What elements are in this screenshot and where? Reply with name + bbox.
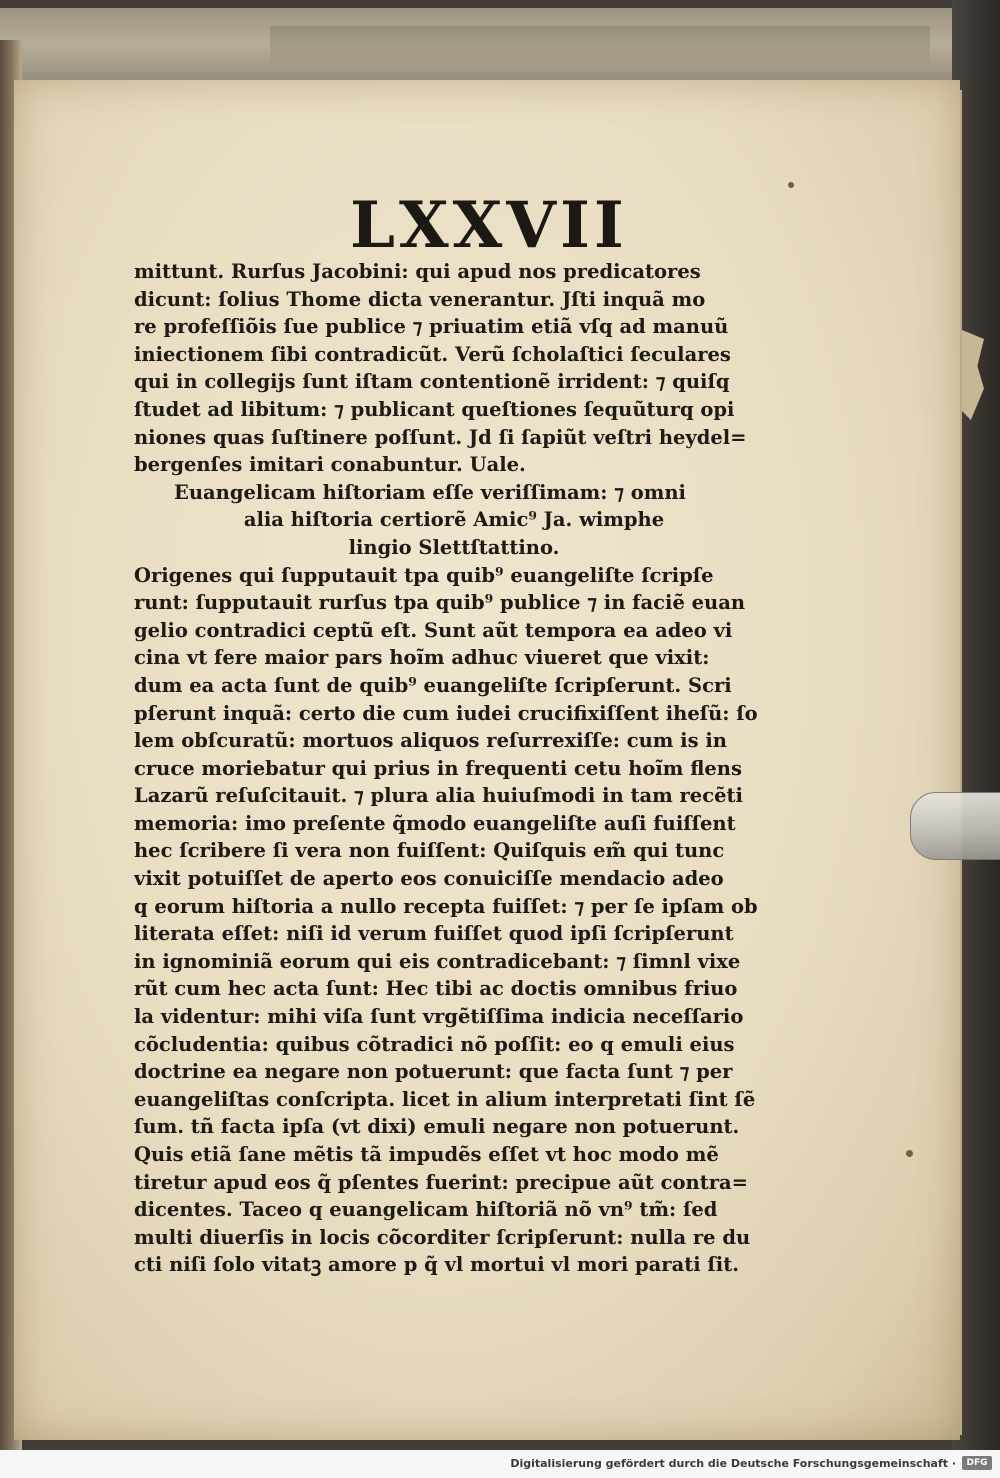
text-line: Origenes qui ſupputauit tpa quib⁹ euangeliſte ſcripſe [134, 563, 714, 587]
paper-speck [906, 1150, 913, 1157]
text-line: multi diuerſis in locis cõcorditer ſcripſerunt: nulla re du [134, 1225, 751, 1249]
text-line: alia hiſtoria certiorẽ Amic⁹ Ja. wimphe [243, 508, 665, 532]
text-line: niones quas ſuſtinere poſſunt. Jd ſi ſapiũt veſtri heydel= [134, 425, 747, 449]
text-line: euangeliſtas conſcripta. licet in alium interpretati ſint ſẽ [134, 1087, 756, 1111]
text-line: la videntur: mihi viſa ſunt vrgẽtiſſima indicia neceſſario [134, 1005, 744, 1029]
text-line: literata eſſet: niſi id verum fuiſſet quod ipſi ſcripſerunt [134, 922, 734, 946]
text-line: ſum. tñ facta ipſa (vt dixi) emuli negare non potuerunt. [134, 1115, 740, 1139]
text-line: vixit potuiſſet de aperto eos conuiciſſe mendacio adeo [134, 867, 724, 891]
text-line: dum ea acta ſunt de quib⁹ euangeliſte ſcripſerunt. Scri [134, 673, 732, 697]
text-line: q eorum hiſtoria a nullo recepta fuiſſet: ⁊ per ſe ipſam ob [134, 894, 758, 918]
paper-speck [788, 182, 794, 188]
text-line: hec ſcribere ſi vera non fuiſſent: Quiſquis em̃ qui tunc [134, 839, 725, 863]
page-clip [910, 792, 1000, 860]
text-line: pſerunt inquã: certo die cum iudei crucifixiſſent iheſũ: ſo [134, 701, 758, 725]
text-line: Euangelicam hiſtoriam eſſe veriſſimam: ⁊ omni [174, 480, 686, 504]
text-line: qui in collegijs ſunt iſtam contentionẽ irrident: ⁊ quiſq [134, 370, 730, 394]
text-line: runt: ſupputauit rurſus tpa quib⁹ publice ⁊ in faciẽ euan [134, 591, 746, 615]
text-line: dicunt: ſolius Thome dicta venerantur. Jſti inquã mo [134, 287, 706, 311]
text-line: Quis etiã ſane mẽtis tã impudẽs eſſet vt hoc modo mẽ [134, 1143, 719, 1166]
text-line: dicentes. Taceo q euangelicam hiſtoriã nõ vn⁹ tm̃: ſed [134, 1198, 718, 1222]
text-line: cina vt fere maior pars hoĩm adhuc viueret que vixit: [134, 646, 710, 670]
text-line: bergenſes imitari conabuntur. Uale. [134, 453, 526, 477]
text-line: doctrine ea negare non potuerunt: que facta ſunt ⁊ per [134, 1060, 733, 1084]
text-line: tiretur apud eos q̃ pſentes fuerint: precipue aũt contra= [134, 1170, 748, 1194]
text-line: ſtudet ad libitum: ⁊ publicant queſtiones ſequũturq opi [134, 397, 735, 421]
text-line: re profeſſiõis ſue publice ⁊ priuatim etiã vſq ad manuũ [134, 315, 729, 339]
text-line: iniectionem ſibi contradicũt. Verũ ſcholaſtici ſeculares [134, 342, 731, 366]
text-line: in ignominiã eorum qui eis contradicebant: ⁊ ſimnl vixe [134, 949, 741, 973]
text-line: cti niſi ſolo vitatꝫ amore p q̃ vl mortui vl mori parati ſit. [134, 1253, 740, 1277]
text-line: rũt cum hec acta ſunt: Hec tibi ac doctis omnibus friuo [134, 977, 738, 1001]
text-line: memoria: imo preſente q̃modo euangeliſte auſi fuiſſent [134, 811, 736, 835]
text-line: mittunt. Rurſus Jacobini: qui apud nos predicatores [134, 260, 701, 283]
funding-credit: Digitalisierung gefördert durch die Deutsche Forschungsgemeinschaft · [510, 1457, 956, 1470]
text-line: cruce moriebatur qui prius in frequenti cetu hoĩm flens [134, 756, 742, 780]
text-line: lingio Slettſtattino. [348, 535, 560, 559]
text-line: Lazarũ reſuſcitauit. ⁊ plura alia huiuſmodi in tam recẽti [134, 784, 743, 808]
text-line: cõcludentia: quibus cõtradici nõ poſſit: eo q emuli eius [134, 1032, 735, 1056]
text-line: lem obſcuratũ: mortuos aliquos reſurrexiſſe: cum is in [134, 729, 727, 753]
folio-number: LXXVII [350, 188, 628, 263]
text-line: gelio contradici ceptũ eſt. Sunt aũt tempora ea adeo vi [134, 618, 733, 642]
text-block [134, 258, 774, 1279]
dfg-logo: DFG [962, 1456, 992, 1470]
